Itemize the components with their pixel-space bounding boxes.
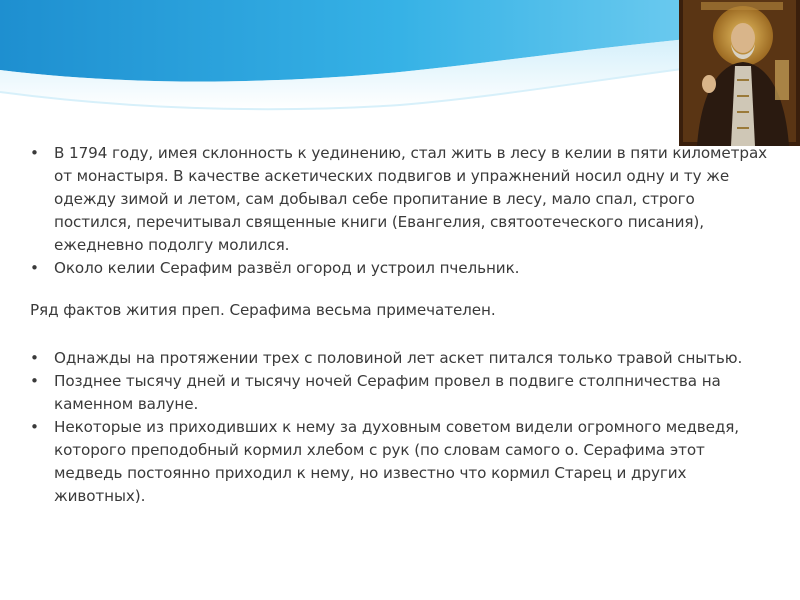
slide-body <box>30 142 770 508</box>
bullet-list-1 <box>30 142 770 280</box>
list-item: • Некоторые из приходивших к нему за духовным советом видели огромного медведя, которого преподобный кормил хлебом с рук (по словам самого о. Серафима этот медведь постоянно приходил к нему, но известно что кормил Старец и других животных). <box>30 416 770 508</box>
list-item: • Однажды на протяжении трех с половиной лет аскет питался только травой снытью. <box>30 347 770 370</box>
bullet-list-2 <box>30 347 770 508</box>
list-item: • Около келии Серафим развёл огород и устроил пчельник. <box>30 257 770 280</box>
list-item: • Позднее тысячу дней и тысячу ночей Серафим провел в подвиге столпничества на каменном валуне. <box>30 370 770 416</box>
saint-seraphim-icon <box>679 0 800 146</box>
list-item: • В 1794 году, имея склонность к уединению, стал жить в лесу в келии в пяти километрах от монастыря. В качестве аскетических подвигов и упражнений носил одну и ту же одежду зимой и летом, сам добывал себе пропитание в лесу, мало спал, строго постился, перечитывал священные книги (Евангелия, святоотеческого писания), ежедневно подолгу молился. <box>30 142 770 257</box>
intro-paragraph: Ряд фактов жития преп. Серафима весьма примечателен. <box>30 301 496 319</box>
